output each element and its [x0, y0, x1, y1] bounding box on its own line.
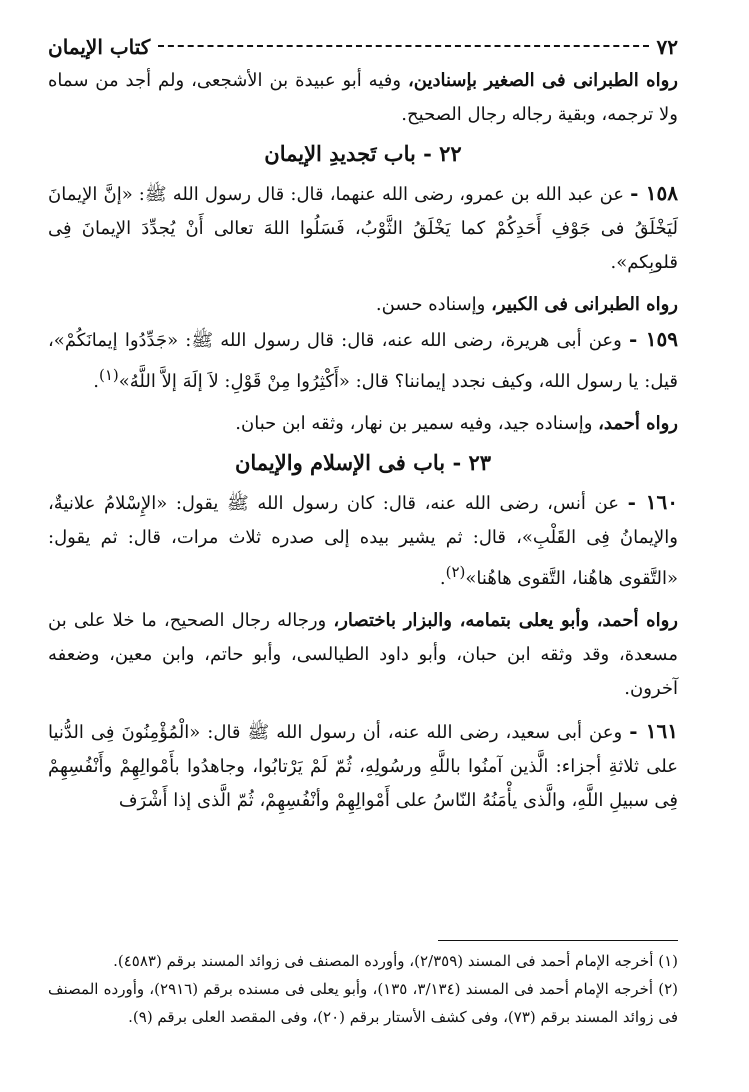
hadith-text: وعن أبى هريرة، رضى الله عنه، قال: قال رسول الله ﷺ: «جَدِّدُوا إيمانَكُمْ»، قيل: يا رسول الله، وكيف نجدد إيماننا؟ قال: «أَكْثِرُوا مِنْ قَوْلِ: لاَ إلَهَ إلاَّ اللَّهُ» [48, 330, 678, 392]
page-header [48, 30, 678, 64]
footnote-1: (١) أخرجه الإمام أحمد فى المسند (٢/٣٥٩)، وأورده المصنف فى زوائد المسند برقم (٤٥٨٣). [113, 952, 678, 970]
footnote-divider [438, 940, 678, 941]
hadith-text: عن عبد الله بن عمرو، رضى الله عنهما، قال: قال رسول الله ﷺ: «إنَّ الإيمانَ لَيَخْلَقُ فى جَوْفِ أَحَدِكُمْ كما يَخْلَقُ الثَّوْبُ، فَسَلُوا اللهَ تعالى أَنْ يُجدِّدَ الإيمانَ فِى قلوبِكم». [48, 184, 678, 273]
hadith-text: وعن أبى سعيد، رضى الله عنه، أن رسول الله ﷺ قال: «الْمُؤْمِنُونَ فِى الدُّنيا على ثلاثةِ أجزاء: الَّذين آمنُوا باللَّهِ ورسُولِهِ، ثُمّ لَمْ يَرْتابُوا، وجاهدُوا بأَمْوالِهِمْ وأَنْفُسِهِمْ فِى سبيلِ اللَّهِ، والَّذى يأْمَنُهُ النّاسُ على أَمْوالِهِمْ وأنْفُسِهِمْ، ثُمّ الَّذى إذا أَشْرَف [48, 722, 678, 811]
source-lead: رواه الطبرانى فى الكبير، [491, 294, 678, 315]
page-body [48, 30, 678, 818]
footnote-ref: (٢) [445, 563, 466, 581]
hadith-159 [48, 322, 678, 399]
hadith-number: ١٥٨ - [630, 181, 678, 205]
header-divider [158, 45, 648, 47]
sentence-end: . [93, 371, 99, 392]
hadith-number: ١٥٩ - [629, 327, 678, 351]
source-lead: رواه أحمد، وأبو يعلى بتمامه، والبزار باختصار، [333, 610, 678, 631]
hadith-159-source [48, 407, 678, 441]
sentence-end: . [439, 568, 446, 589]
footnote-2: (٢) أخرجه الإمام أحمد فى المسند (٣/١٣٤، ١٣٥)، وأبو يعلى فى مسنده برقم (٢٩١٦)، وأورده المصنف فى زوائد المسند برقم (٧٣)، وفى كشف الأستار برقم (٢٠)، وفى المقصد العلى برقم (٩). [48, 980, 679, 1026]
hadith-161 [48, 714, 678, 818]
source-lead: رواه أحمد، [598, 413, 678, 434]
source-text: وإسناده حسن. [375, 294, 486, 315]
hadith-158-source [48, 288, 678, 322]
book-title: كتاب الإيمان [48, 35, 151, 59]
source-text: وفيه أبو عبيدة بن الأشجعى، ولم أجد من سماه ولا ترجمه، وبقية رجاله رجال الصحيح. [48, 70, 678, 125]
paragraph-intro [48, 64, 678, 132]
hadith-160-source [48, 604, 678, 706]
hadith-158 [48, 176, 678, 280]
footnote-ref: (١) [98, 366, 119, 384]
hadith-text: عن أنس، رضى الله عنه، قال: كان رسول الله ﷺ يقول: «الإِسْلامُ علانيةٌ، والإيمانُ فِى القَلْبِ»، قال: ثم يشير بيده إلى صدره ثلاث مرات، قال: ثم يقول: «التَّقوى هاهُنا، التَّقوى هاهُنا» [48, 493, 678, 589]
source-lead: رواه الطبرانى فى الصغير بإسنادين، [407, 70, 678, 91]
chapter-heading-22: ٢٢ - باب تَجديدِ الإيمان [264, 141, 462, 166]
source-text: ورجاله رجال الصحيح، ما خلا على بن مسعدة، وقد وثقه ابن حبان، وأبو داود الطيالسى، وأبو حاتم، وابن معين، وضعفه آخرون. [48, 610, 678, 699]
source-text: وإسناده جيد، وفيه سمير بن نهار، وثقه ابن حبان. [235, 413, 593, 434]
hadith-160 [48, 485, 678, 596]
chapter-heading-23: ٢٣ - باب فى الإسلام والإيمان [234, 450, 492, 475]
page-number: ٧٢ [656, 35, 678, 59]
hadith-number: ١٦٠ - [627, 490, 679, 514]
footnotes [48, 940, 678, 1031]
hadith-number: ١٦١ - [629, 719, 678, 743]
